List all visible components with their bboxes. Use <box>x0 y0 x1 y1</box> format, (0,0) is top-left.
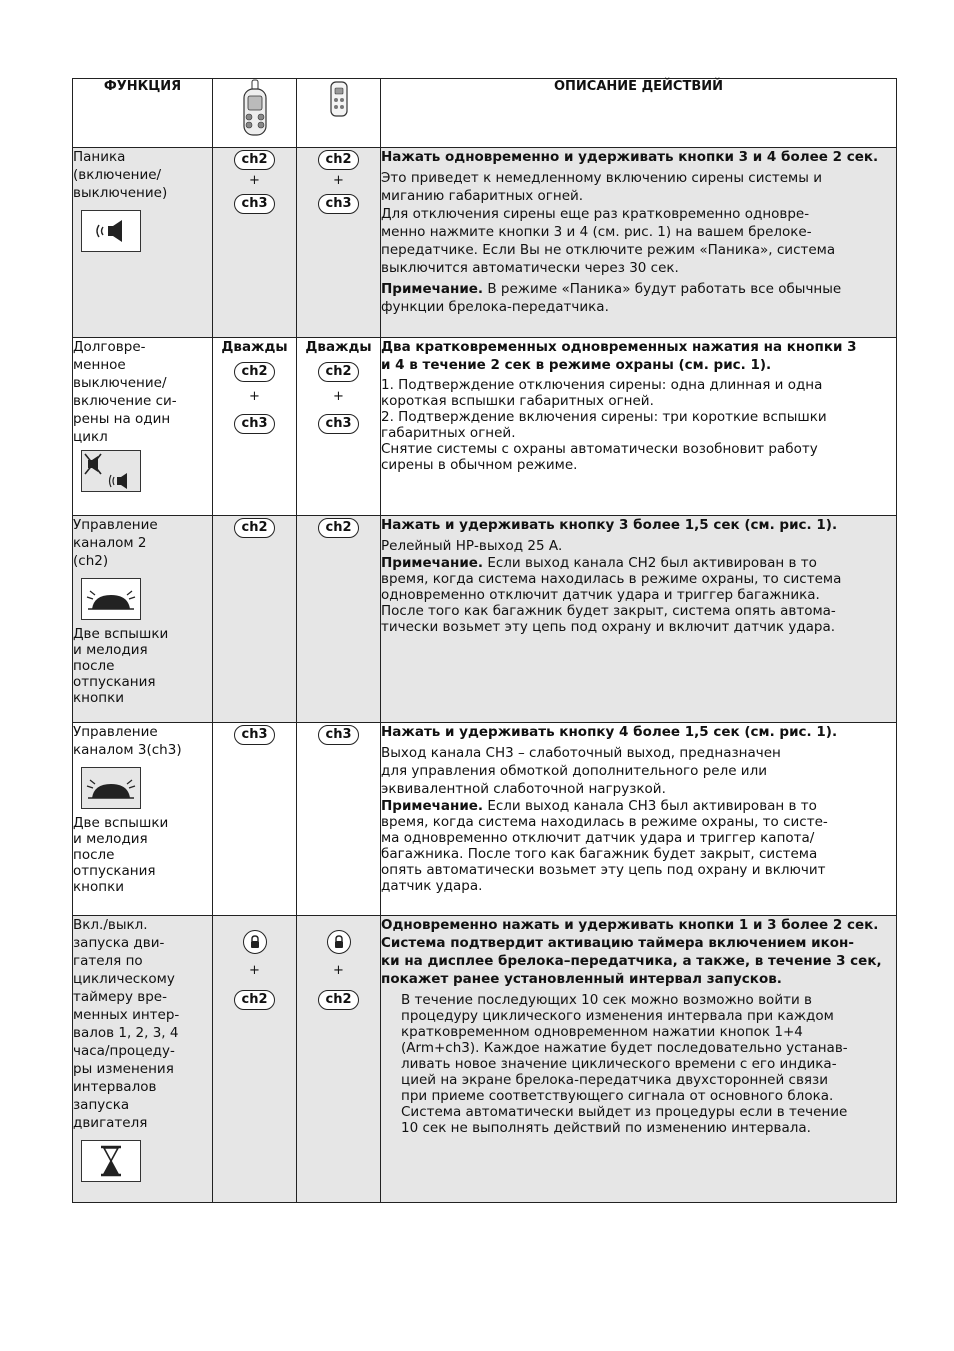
device-1-buttons: ch2 + ch3 <box>213 148 297 338</box>
ch3-button: ch3 <box>234 414 274 434</box>
function-note: Две вспышки и мелодия после отпускания кнопки <box>73 626 169 706</box>
ch2-button: ch2 <box>234 150 274 170</box>
functions-table <box>72 78 897 1203</box>
device-1-buttons: + ch2 <box>213 916 297 1203</box>
ch2-button: ch2 <box>318 362 358 382</box>
device-2-buttons: Дважды ch2 + ch3 <box>297 338 381 516</box>
device-1-buttons: Дважды ch2 + ch3 <box>213 338 297 516</box>
lock-button <box>327 930 351 954</box>
ch2-button: ch2 <box>234 518 274 538</box>
ch2-button: ch2 <box>318 150 358 170</box>
ch2-button: ch2 <box>318 990 358 1010</box>
device-1-buttons <box>213 723 297 916</box>
table-row <box>73 916 897 1203</box>
function-cell <box>73 723 213 916</box>
description-lead: Одновременно нажать и удерживать кнопки 1 и 3 более 2 сек. Система подтвердит активацию таймера включением икон- ки на дисплее брелока–передатчика, а также, в течение 3 сек, покажет ранее установленный интервал запусков. <box>381 917 882 987</box>
table-row <box>73 516 897 723</box>
description-lead: Два кратковременных одновременных нажатия на кнопки 3 и 4 в течение 2 сек в режиме охраны (см. рис. 1). <box>381 339 857 373</box>
ch2-button: ch2 <box>318 518 358 538</box>
ch3-button: ch3 <box>318 414 358 434</box>
ch3-button: ch3 <box>318 725 358 745</box>
lock-icon <box>244 931 266 953</box>
function-note: Две вспышки и мелодия после отпускания кнопки <box>73 815 169 895</box>
description-note: Примечание. Если выход канала СН2 был активирован в то время, когда система находилась в режиме охраны, то система одновременно отключит датчик удара и триггер багажника. После того как багажник будет закрыт, система опять автома- тически возьмет эту цепь под охрану и включит датчик удара. <box>381 555 842 635</box>
header-description: ОПИСАНИЕ ДЕЙСТВИЙ <box>381 79 897 148</box>
siren-icon <box>81 210 141 252</box>
description-lead: Нажать одновременно и удерживать кнопки 3 и 4 более 2 сек. <box>381 149 879 165</box>
device-2-buttons: + ch2 <box>297 916 381 1203</box>
ch3-button: ch3 <box>318 194 358 214</box>
description-cell: Одновременно нажать и удерживать кнопки 1 и 3 более 2 сек. Система подтвердит активацию таймера включением икон- ки на дисплее брелока–передатчика, а также, в течение 3 сек, покажет ранее установленный интервал запусков. В течение последующих 10 сек можно возможно войти в процедуру циклического изменения интервала при каждом кратковременном одновременном нажатии кнопок 1+4 (Arm+ch3). Каждое нажатие будет последовательно устанав- ливать новое значение циклического времени с его индика- цией на экране брелока-передатчика двухсторонней связи при приеме соответствующего сигнала от основного блока. Система автоматически выйдет из процедуры если в течение 10 сек не выполнять действий по изменению интервала. <box>381 916 897 1203</box>
function-cell <box>73 148 213 338</box>
description-cell: Нажать и удерживать кнопку 3 более 1,5 сек (см. рис. 1). Релейный НР-выход 25 А. Примечание. Если выход канала СН2 был активирован в то время, когда система находилась в режиме охраны, то система одновременно отключит датчик удара и триггер багажника. После того как багажник будет закрыт, система опять автома- тически возьмет эту цепь под охрану и включит датчик удара. <box>381 516 897 723</box>
remote-small-icon <box>327 79 351 119</box>
description-cell: Нажать одновременно и удерживать кнопки 3 и 4 более 2 сек. Это приведет к немедленному включению сирены системы и миганию габаритных огней. Для отключения сирены еще раз кратковременно одновре- менно нажмите кнопки 3 и 4 (см. рис. 1) на вашем брелоке- передатчике. Если Вы не отключите режим «Паника», система выключится автоматически через 30 сек. Примечание. В режиме «Паника» будут работать все обычные функции брелока-передатчика. <box>381 148 897 338</box>
ch3-button: ch3 <box>234 725 274 745</box>
device-2-buttons <box>297 516 381 723</box>
description-note: Примечание. Если выход канала СН3 был активирован в то время, когда система находилась в режиме охраны, то систе- ма одновременно отключит датчик удара и триггер капота/ багажника. После того как багажник будет закрыт, система опять автоматически возьмет эту цепь под охрану и включит датчик удара. <box>381 798 828 894</box>
description-lead: Нажать и удерживать кнопку 3 более 1,5 сек (см. рис. 1). <box>381 517 838 533</box>
device-1-buttons <box>213 516 297 723</box>
table-row <box>73 723 897 916</box>
function-name: Управление каналом 3(ch3) <box>73 724 182 758</box>
description-lead: Нажать и удерживать кнопку 4 более 1,5 сек (см. рис. 1). <box>381 724 838 740</box>
function-name: Паника (включение/ выключение) <box>73 149 168 201</box>
device-2-buttons <box>297 723 381 916</box>
header-row <box>73 79 897 148</box>
ch2-button: ch2 <box>234 990 274 1010</box>
description-cell: Два кратковременных одновременных нажатия на кнопки 3 и 4 в течение 2 сек в режиме охраны (см. рис. 1). 1. Подтверждение отключения сирены: одна длинная и одна короткая вспышки габаритных огней. 2. Подтверждение включения сирены: три короткие вспышки габаритных огней. Снятие системы с охраны автоматически возобновит работу сирены в обычном режиме. <box>381 338 897 516</box>
siren-off-icon <box>81 450 141 492</box>
function-cell <box>73 916 213 1203</box>
function-name: Управление каналом 2 (ch2) <box>73 517 158 569</box>
header-device-2 <box>297 79 381 148</box>
lock-icon <box>328 931 350 953</box>
car-lights-icon <box>81 767 141 809</box>
function-name: Вкл./выкл. запуска дви- гателя по циклическому таймеру вре- менных интер- валов 1, 2, 3, 4 часа/процеду- ры изменения интервалов запуска двигателя <box>73 917 180 1131</box>
description-note: Примечание. В режиме «Паника» будут работать все обычные функции брелока-передатчика. <box>381 281 842 315</box>
hourglass-icon <box>81 1140 141 1182</box>
description-cell: Нажать и удерживать кнопку 4 более 1,5 сек (см. рис. 1). Выход канала СН3 – слаботочный выход, предназначен для управления обмоткой дополнительного реле или эквивалентной слаботочной нагрузкой. Примечание. Если выход канала СН3 был активирован в то время, когда система находилась в режиме охраны, то систе- ма одновременно отключит датчик удара и триггер капота/ багажника. После того как багажник будет закрыт, система опять автоматически возьмет эту цепь под охрану и включит датчик удара. <box>381 723 897 916</box>
header-device-1 <box>213 79 297 148</box>
lock-button <box>243 930 267 954</box>
ch3-button: ch3 <box>234 194 274 214</box>
function-name: Долговре- менное выключение/ включение си- рены на один цикл <box>73 339 177 445</box>
remote-lcd-icon <box>237 79 273 137</box>
car-lights-icon <box>81 578 141 620</box>
table-row <box>73 148 897 338</box>
header-function: ФУНКЦИЯ <box>73 79 213 148</box>
device-2-buttons: ch2 + ch3 <box>297 148 381 338</box>
table-row <box>73 338 897 516</box>
ch2-button: ch2 <box>234 362 274 382</box>
function-cell <box>73 338 213 516</box>
function-cell <box>73 516 213 723</box>
